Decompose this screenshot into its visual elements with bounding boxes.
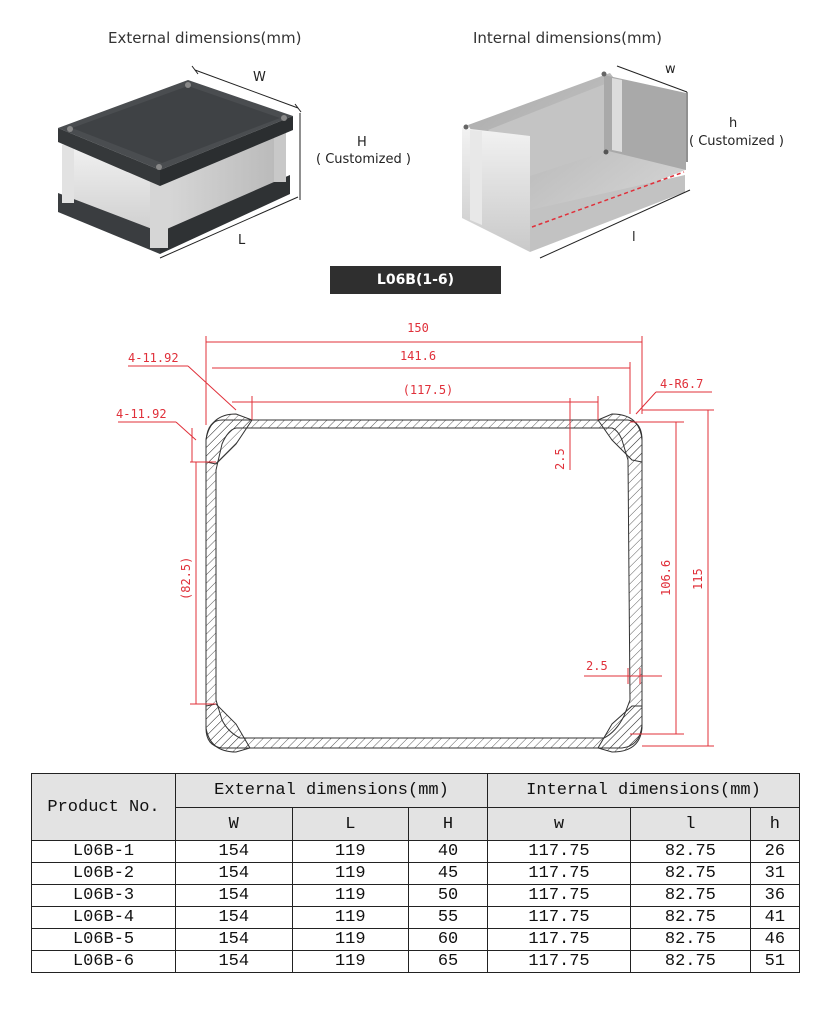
product-no-cell: L06B-5: [32, 929, 176, 951]
product-no-cell: L06B-3: [32, 885, 176, 907]
table-cell: 154: [176, 885, 293, 907]
internal-dimensions-header: Internal dimensions(mm): [487, 774, 799, 808]
table-row: [32, 885, 800, 907]
dim-82-5: (82.5): [179, 556, 193, 600]
table-cell: 82.75: [631, 885, 751, 907]
model-label: L06B(1-6): [330, 266, 501, 294]
table-cell: 117.75: [487, 841, 630, 863]
dim-4-11-92-top: 4-11.92: [128, 351, 179, 365]
table-row: [32, 907, 800, 929]
dim-2-5-top: 2.5: [553, 448, 567, 470]
table-cell: 65: [409, 951, 488, 973]
table-cell: 82.75: [631, 951, 751, 973]
col-l: l: [631, 808, 751, 841]
table-cell: 31: [750, 863, 799, 885]
table-cell: 154: [176, 951, 293, 973]
table-cell: 82.75: [631, 929, 751, 951]
table-cell: 50: [409, 885, 488, 907]
dim-2-5-side: 2.5: [586, 659, 608, 673]
col-w: w: [487, 808, 630, 841]
table-cell: 154: [176, 929, 293, 951]
table-cell: 117.75: [487, 951, 630, 973]
enclosure-profile: [206, 414, 642, 752]
internal-l-label: l: [632, 230, 636, 245]
dimensions-table: [31, 773, 800, 973]
table-cell: 55: [409, 907, 488, 929]
table-cell: 119: [292, 841, 409, 863]
table-cell: 119: [292, 863, 409, 885]
table-cell: 117.75: [487, 863, 630, 885]
product-no-header: Product No.: [32, 774, 176, 841]
product-no-cell: L06B-6: [32, 951, 176, 973]
table-cell: 45: [409, 863, 488, 885]
table-row: [32, 929, 800, 951]
external-dimensions-header: External dimensions(mm): [176, 774, 488, 808]
dim-141-6: 141.6: [399, 349, 437, 363]
dim-4-11-92-left: 4-11.92: [116, 407, 167, 421]
dim-115: 115: [691, 568, 705, 590]
table-cell: 60: [409, 929, 488, 951]
dim-106-6: 106.6: [659, 559, 673, 596]
table-cell: 119: [292, 929, 409, 951]
table-cell: 117.75: [487, 885, 630, 907]
table-row: [32, 841, 800, 863]
table-cell: 154: [176, 841, 293, 863]
col-W: W: [176, 808, 293, 841]
table-cell: 82.75: [631, 907, 751, 929]
external-dimensions-caption: External dimensions(mm): [108, 29, 302, 47]
table-cell: 117.75: [487, 907, 630, 929]
product-no-cell: L06B-4: [32, 907, 176, 929]
internal-h-note: ( Customized ): [689, 134, 784, 149]
table-cell: 46: [750, 929, 799, 951]
table-cell: 40: [409, 841, 488, 863]
internal-w-label: w: [665, 62, 676, 77]
table-cell: 26: [750, 841, 799, 863]
col-h: h: [750, 808, 799, 841]
internal-h-label: h: [729, 116, 738, 131]
dim-4-r6-7: 4-R6.7: [660, 377, 704, 391]
table-cell: 41: [750, 907, 799, 929]
table-row: [32, 863, 800, 885]
external-h-note: ( Customized ): [316, 152, 411, 167]
col-H: H: [409, 808, 488, 841]
table-cell: 154: [176, 863, 293, 885]
external-w-label: W: [253, 70, 266, 85]
table-cell: 82.75: [631, 841, 751, 863]
table-cell: 36: [750, 885, 799, 907]
table-cell: 119: [292, 951, 409, 973]
table-cell: 51: [750, 951, 799, 973]
internal-dimensions-caption: Internal dimensions(mm): [473, 29, 663, 47]
dim-150: 150: [407, 321, 429, 335]
table-cell: 154: [176, 907, 293, 929]
product-no-cell: L06B-1: [32, 841, 176, 863]
col-L: L: [292, 808, 409, 841]
dim-117-5: (117.5): [402, 383, 454, 397]
external-l-label: L: [238, 233, 246, 248]
table-cell: 117.75: [487, 929, 630, 951]
table-cell: 82.75: [631, 863, 751, 885]
table-cell: 119: [292, 885, 409, 907]
table-row: [32, 951, 800, 973]
external-h-label: H: [357, 135, 367, 150]
table-cell: 119: [292, 907, 409, 929]
product-no-cell: L06B-2: [32, 863, 176, 885]
